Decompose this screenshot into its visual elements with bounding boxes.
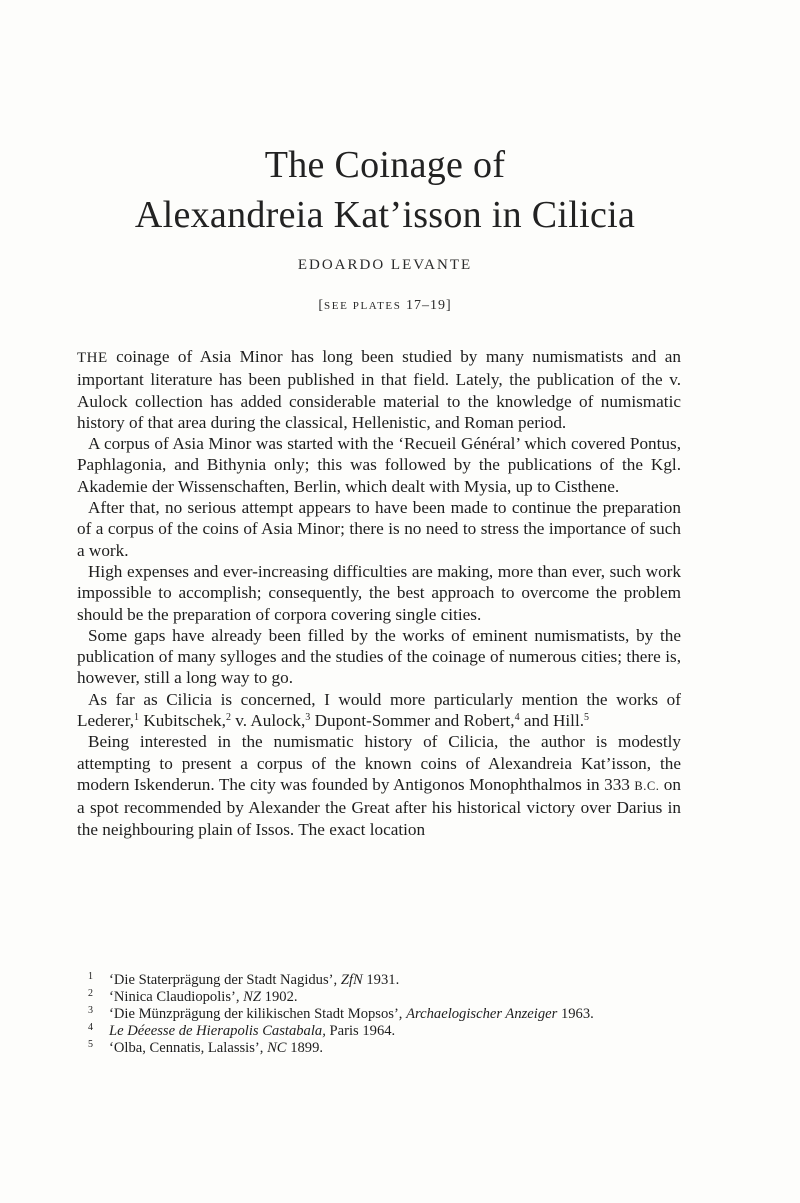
plates-close-bracket: ] [445,298,452,313]
plates-range: 17–19 [401,298,446,313]
article-title [0,140,770,240]
bc-abbrev: B.C. [634,778,660,793]
title-line-2: Alexandreia Kat’isson in Cilicia [134,194,636,236]
paragraph-3: After that, no serious attempt appears to have been made to continue the preparation of a corpus of the coins of Asia Minor; there is no need to stress the importance of such a work. [77,498,681,560]
paragraph-4: High expenses and ever-increasing difficulties are making, more than ever, such work impossible to accomplish; consequently, the best approach to overcome the problem should be the preparation of corpora covering single cities. [77,561,681,624]
paragraph-7: Being interested in the numismatic history of Cilicia, the author is modestly attempting to present a corpus of the known coins of Alexandreia Kat’isson, the modern Iskenderun. The city was founded by Antigonos Monophthalmos in 333 B.C. on a spot recommended by Alexander the Great after his historical victory over Darius in the neighbouring plain of Issos. The exact location [77,732,681,839]
footnote-ref-2[interactable]: 2 [225,712,231,724]
article-body [77,346,681,840]
plates-open-bracket: [ [318,298,325,313]
lead-word: THE [77,350,108,366]
title-line-1: The Coinage of [264,144,506,186]
footnote-ref-3[interactable]: 3 [305,712,311,724]
author-name: EDOARDO LEVANTE [297,257,473,273]
footnote-1: 1 ‘Die Staterprägung der Stadt Nagidus’, ZfN 1931. [88,971,400,988]
footnote-ref-1[interactable]: 1 [134,712,140,724]
footnote-5: 5 ‘Olba, Cennatis, Lalassis’, NC 1899. [88,1039,324,1056]
footnotes [88,972,688,1057]
footnote-4: 4 Le Déeesse de Hierapolis Castabala, Paris 1964. [88,1022,396,1039]
footnote-ref-4[interactable]: 4 [514,712,520,724]
footnote-ref-5[interactable]: 5 [584,712,590,724]
paragraph-5: Some gaps have already been filled by the works of eminent numismatists, by the publication of many sylloges and the studies of the coinage of numerous cities; there is, however, still a long way to go. [77,625,681,688]
paragraph-1: THE coinage of Asia Minor has long been studied by many numismatists and an important literature has been published in that field. Lately, the publication of the v. Aulock collection has added considerable material to the knowledge of numismatic history of that area during the classical, Hellenistic, and Roman period. [77,347,681,432]
plates-label: SEE PLATES [324,300,402,312]
plates-reference [0,298,770,314]
footnote-3: 3 ‘Die Münzprägung der kilikischen Stadt Mopsos’, Archaelogischer Anzeiger 1963. [88,1005,594,1022]
footnote-2: 2 ‘Ninica Claudiopolis’, NZ 1902. [88,988,298,1005]
paragraph-2: A corpus of Asia Minor was started with the ‘Recueil Général’ which covered Pontus, Paphlagonia, and Bithynia only; this was followed by the publications of the Kgl. Akademie der Wissenschaften, Berlin, which dealt with Mysia, up to Cisthene. [77,434,681,496]
paragraph-6: As far as Cilicia is concerned, I would more particularly mention the works of Lederer,$^1$ Kubitschek,$^2$ v. Aulock,$^3$ Dupont-Sommer and Robert,$^4$ and Hill.$^5$ [77,689,681,731]
